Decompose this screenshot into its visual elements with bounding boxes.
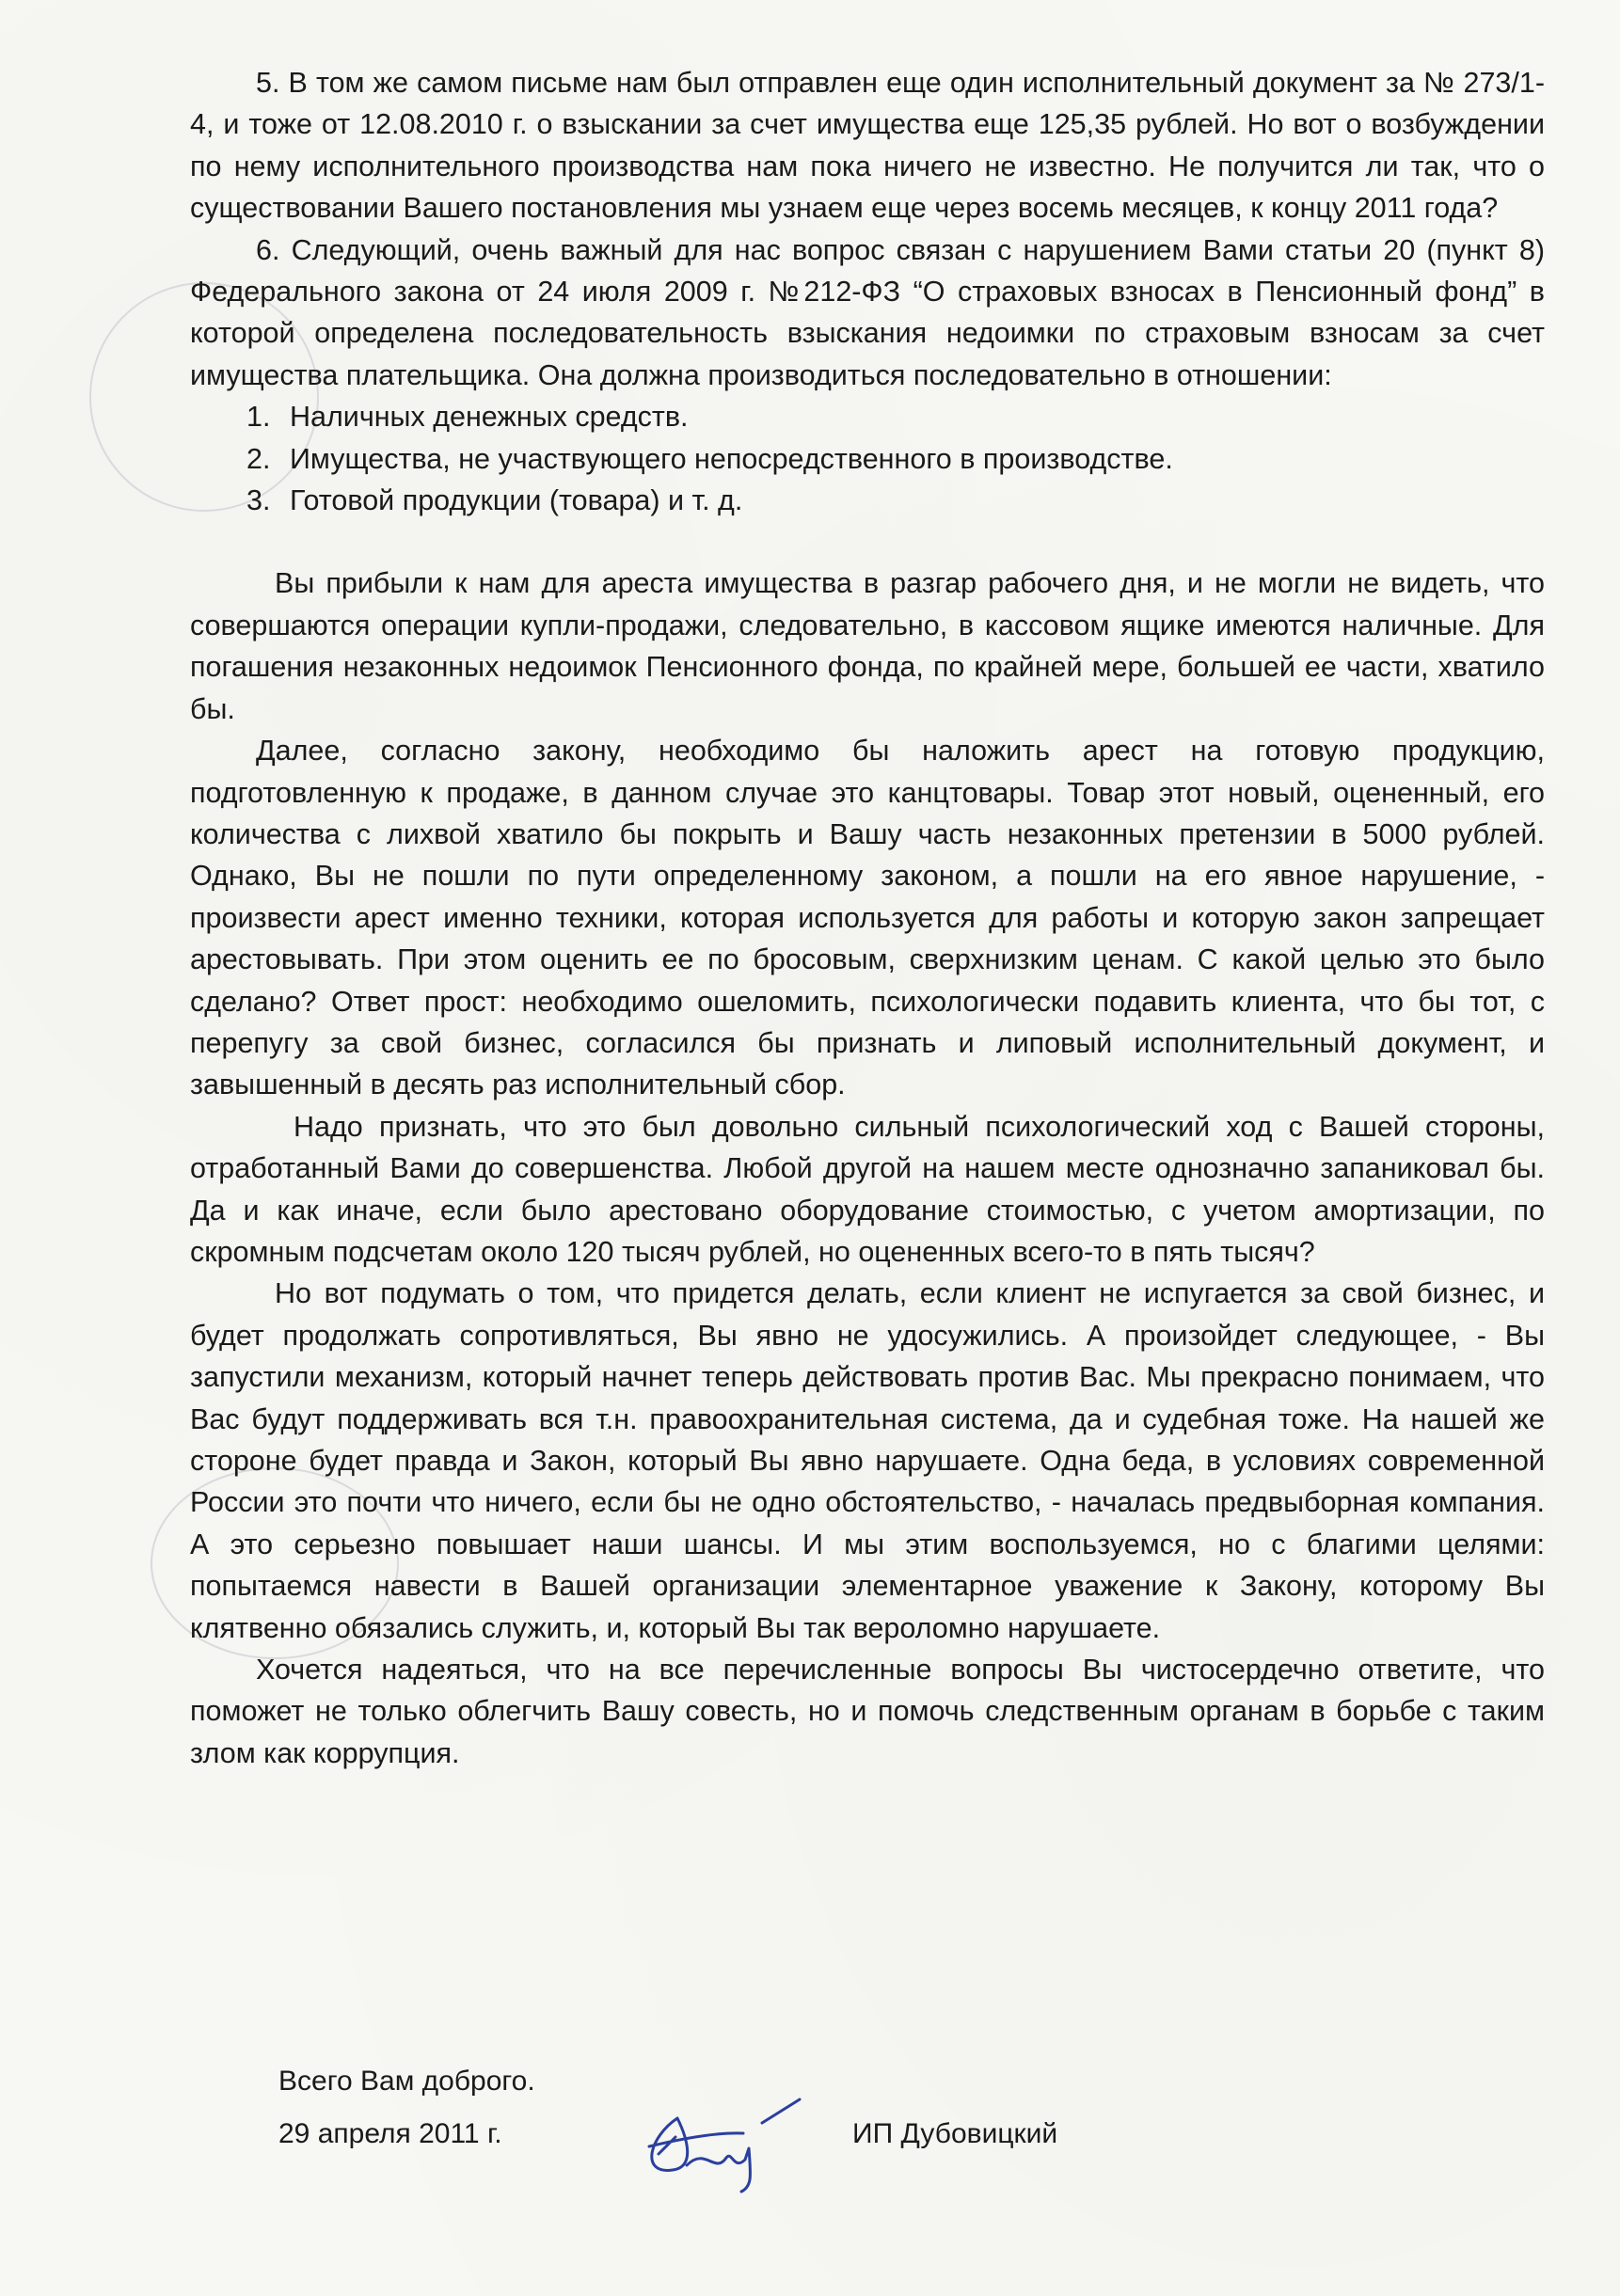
list-item: 1. Наличных денежных средств. — [246, 401, 689, 434]
paragraph-think: Но вот подумать о том, что придется делать, если клиент не испугается за свой бизнес, и будет продолжать сопротивляться, Вы явно не удосужились. А произойдет следующее, - Вы запустили механизм, который начнет теперь действовать против Вас. Мы прекрасно понимаем, что Вас будут поддерживать вся т.н. правоохранительная система, да и судебная тоже. На нашей же стороне будет правда и Закон, который Вы явно нарушаете. Одна беда, в условиях современной России это почти что ничего, если бы не одно обстоятельство, - началась предвыборная компания. А это серьезно повышает наши шансы. И мы этим воспользуемся, но с благими целями: попытаемся навести в Вашей организации элементарное уважение к Закону, которому Вы клятвенно обязались служить, и, который Вы так вероломно нарушаете. — [190, 1277, 1545, 1644]
closing-line: Всего Вам доброго. — [278, 2066, 535, 2097]
paragraph-admit: Надо признать, что это был довольно сильный психологический ход с Вашей стороны, отработанный Вами до совершенства. Любой другой на нашем месте однозначно запаниковал бы. Да и как иначе, если было арестовано оборудование стоимостью, с учетом амортизации, по скромным подсчетам около 120 тысяч рублей, но оцененных всего-то в пять тысяч? — [190, 1110, 1545, 1268]
paragraph-hope: Хочется надеяться, что на все перечисленные вопросы Вы чистосердечно ответите, что поможет не только облегчить Вашу совесть, но и помочь следственным органам в борьбе с таким злом как коррупция. — [190, 1654, 1545, 1769]
paragraph-further: Далее, согласно закону, необходимо бы наложить арест на готовую продукцию, подготовленную к продаже, в данном случае это канцтовары. Товар этот новый, оцененный, его количества с лихвой хватило бы покрыть и Вашу часть незаконных претензии в 5000 рублей. Однако, Вы не пошли по пути определенному законом, а пошли на его явное нарушение, - произвести арест именно техники, которая используется для работы и которую закон запрещает арестовывать. При этом оценить ее по бросовым, сверхнизким ценам. С какой целью это было сделано? Ответ прост: необходимо ошеломить, психологически подавить клиента, что бы тот, с перепугу за свой бизнес, согласился бы признать и липовый исполнительный документ, и завышенный в десять раз исполнительный сбор. — [190, 735, 1545, 1101]
paragraph-5: 5. В том же самом письме нам был отправлен еще один исполнительный документ за № 273/1-4, и тоже от 12.08.2010 г. о взыскании за счет имущества еще 125,35 рублей. Но вот о возбуждении по нему исполнительного производства нам пока ничего не известно. Не получится ли так, что о существовании Вашего постановления мы узнаем еще через восемь месяцев, к концу 2011 года? — [190, 67, 1545, 225]
signer-name: ИП Дубовицкий — [852, 2118, 1058, 2149]
handwritten-signature — [621, 2081, 837, 2193]
letter-body — [190, 62, 1545, 1774]
letter-date: 29 апреля 2011 г. — [278, 2118, 502, 2149]
list-item: 2. Имущества, не участвующего непосредственного в производстве. — [246, 442, 1173, 475]
spacer — [190, 521, 1545, 562]
paragraph-arrival: Вы прибыли к нам для ареста имущества в разгар рабочего дня, и не могли не видеть, что совершаются операции купли-продажи, следовательно, в кассовом ящике имеются наличные. Для погашения незаконных недоимок Пенсионного фонда, по крайней мере, большей ее части, хватило бы. — [190, 567, 1545, 725]
paragraph-6: 6. Следующий, очень важный для нас вопрос связан с нарушением Вами статьи 20 (пункт 8) Федерального закона от 24 июля 2009 г. №212-ФЗ “О страховых взносах в Пенсионный фонд” в которой определена последовательность взыскания недоимки по страховым взносам за счет имущества плательщика. Она должна производиться последовательно в отношении: — [190, 233, 1545, 391]
enforcement-order-list — [190, 396, 1545, 521]
list-item: 3. Готовой продукции (товара) и т. д. — [246, 484, 743, 517]
